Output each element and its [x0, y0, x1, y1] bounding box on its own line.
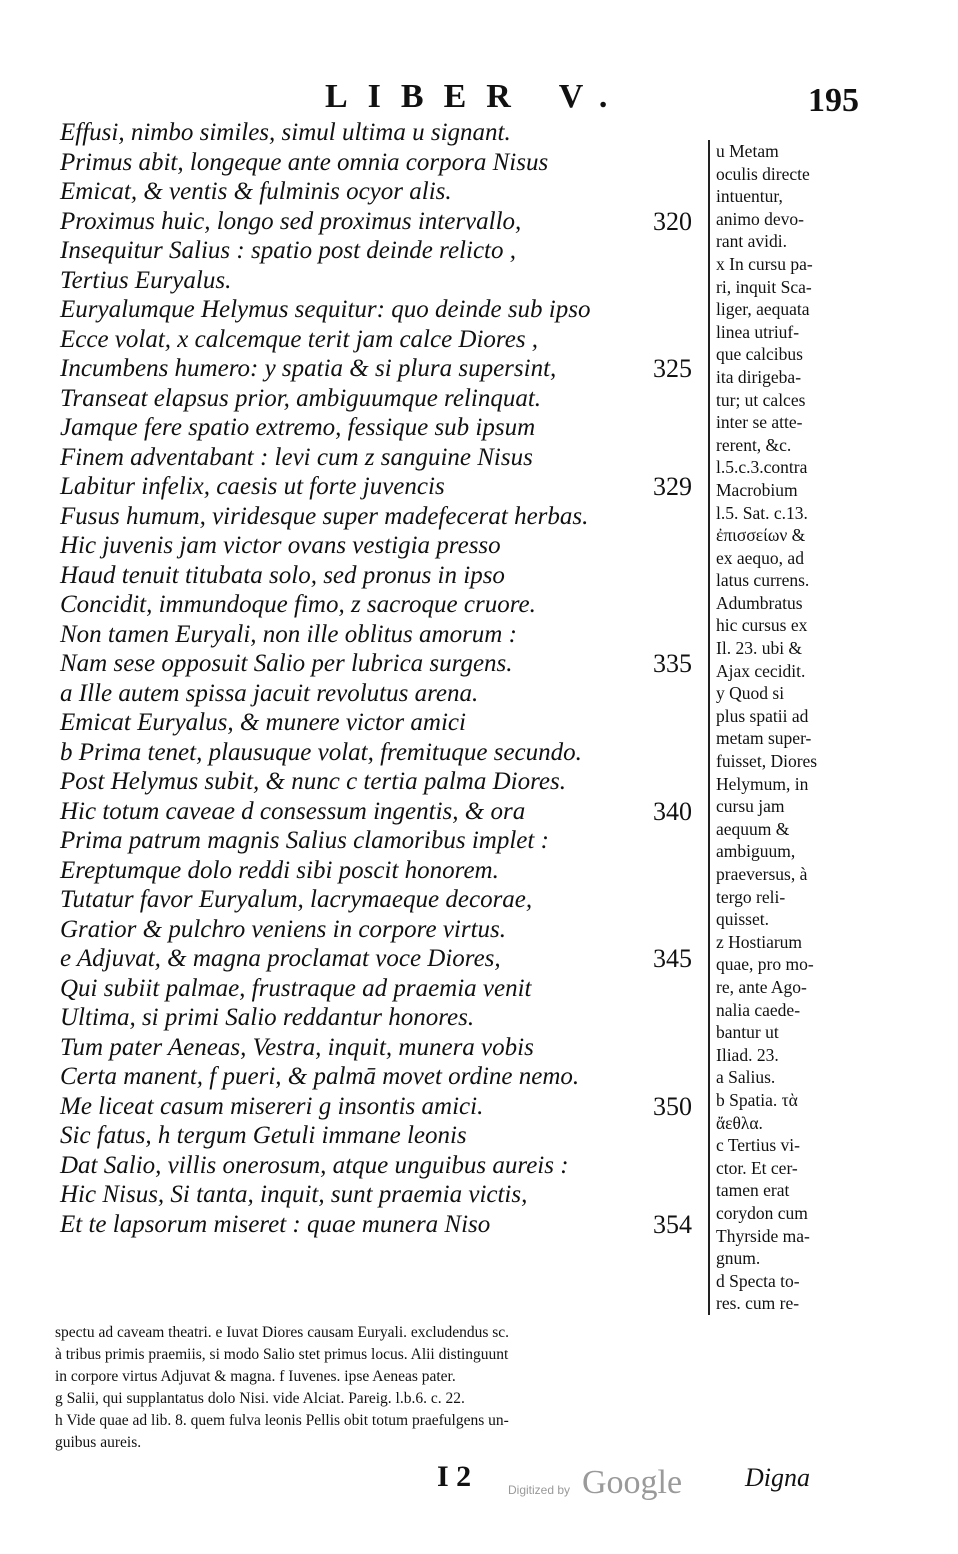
- verse-line: [60, 561, 700, 591]
- google-watermark: Google: [582, 1464, 683, 1501]
- verse-text: Concidit, immundoque fimo, z sacroque cruore.: [60, 591, 536, 618]
- verse-line: [60, 679, 700, 709]
- verse-text: b Prima tenet, plausuque volat, fremituque secundo.: [60, 738, 582, 766]
- verse-text: Tertius Euryalus.: [60, 266, 232, 294]
- verse-text: a Ille autem spissa jacuit revolutus arena.: [60, 679, 479, 707]
- verse-line: [60, 1210, 700, 1240]
- footnote-line: in corpore virtus Adjuvat & magna. f Iuvenes. ipse Aeneas pater.: [55, 1368, 456, 1385]
- verse-line: [60, 649, 700, 679]
- signature-mark: I 2: [437, 1460, 472, 1493]
- verse-text: Emicat Euryalus, & munere victor amici: [60, 709, 466, 736]
- verse-text: e Adjuvat, & magna proclamat voce Diores,: [60, 945, 501, 972]
- verse-text: Proximus huic, longo sed proximus intervallo,: [60, 207, 522, 235]
- verse-line: [60, 797, 700, 827]
- side-note: c Tertius vi- ctor. Et cer- tamen erat corydon cum Thyrside ma- gnum.: [716, 1135, 810, 1269]
- verse-text: Insequitur Salius : spatio post deinde relicto ,: [60, 237, 516, 264]
- verse-text: Tum pater Aeneas, Vestra, inquit, munera vobis: [60, 1033, 534, 1061]
- verse-line: [60, 1092, 700, 1122]
- verse-line: [60, 856, 700, 886]
- line-number: 350: [653, 1091, 692, 1121]
- footnotes: [55, 1322, 835, 1454]
- verse-text: Labitur infelix, caesis ut forte juvencis: [60, 473, 445, 500]
- side-note: y Quod si plus spatii ad metam super- fuisset, Diores Helymum, in cursu jam aequum & ambiguum, praeversus, à tergo reli- quisset.: [716, 683, 818, 930]
- verse-line: [60, 531, 700, 561]
- side-note: d Specta to- res. cum re-: [716, 1270, 800, 1314]
- verse-line: [60, 472, 700, 502]
- line-number: 335: [653, 649, 692, 678]
- verse-text: Et te lapsorum miseret : quae munera Niso: [60, 1210, 491, 1238]
- verse-line: [60, 413, 700, 443]
- line-number: 325: [653, 354, 692, 383]
- verse-line: [60, 1180, 700, 1210]
- verse-line: [60, 1151, 700, 1181]
- verse-line: [60, 708, 700, 738]
- verse-text: Finem adventabant : levi cum z sanguine Nisus: [60, 443, 533, 471]
- running-title: LIBER V.: [325, 78, 628, 115]
- verse-line: [60, 590, 700, 620]
- verse-text: Effusi, nimbo similes, simul ultima u signant.: [60, 119, 511, 146]
- page-header: [0, 78, 958, 118]
- verse-text: Emicat, & ventis & fulminis ocyor alis.: [60, 178, 452, 205]
- footnote-line: g Salii, qui supplantatus dolo Nisi. vide Alciat. Pareig. l.b.6. c. 22.: [55, 1390, 465, 1407]
- side-note: a Salius. b Spatia. τὰ ἄεθλα.: [716, 1067, 798, 1133]
- line-number: 340: [653, 796, 692, 826]
- verse-text: Ultima, si primi Salio reddantur honores.: [60, 1004, 475, 1031]
- verse-text: Qui subiit palmae, frustraque ad praemia venit: [60, 974, 532, 1002]
- verse-text: Hic juvenis jam victor ovans vestigia presso: [60, 532, 501, 559]
- verse-text: Hic Nisus, Si tanta, inquit, sunt praemia victis,: [60, 1181, 528, 1208]
- page-number: 195: [808, 82, 859, 119]
- verse-line: [60, 443, 700, 473]
- catchword: Digna: [745, 1463, 810, 1492]
- verse-line: [60, 325, 700, 355]
- footnote-line: guibus aureis.: [55, 1434, 142, 1451]
- footnote-line: h Vide quae ad lib. 8. quem fulva leonis Pellis obit totum praefulgens un-: [55, 1412, 509, 1429]
- verse-text: Gratior & pulchro veniens in corpore virtus.: [60, 915, 507, 943]
- footnote-line: à tribus primis praemiis, si modo Salio stet primus locus. Alii distinguunt: [55, 1346, 509, 1363]
- verse-text: Certa manent, f pueri, & palmā movet ordine nemo.: [60, 1063, 580, 1090]
- verse-line: [60, 148, 700, 178]
- verse-text: Sic fatus, h tergum Getuli immane leonis: [60, 1122, 467, 1149]
- line-number: 354: [653, 1209, 692, 1239]
- verse-text: Incumbens humero: y spatia & si plura supersint,: [60, 355, 557, 382]
- verse-line: [60, 885, 700, 915]
- verse-line: [60, 1062, 700, 1092]
- verse-line: [60, 384, 700, 414]
- verse-block: [60, 118, 700, 1239]
- verse-text: Me liceat casum misereri g insontis amici.: [60, 1092, 484, 1120]
- verse-line: [60, 1033, 700, 1063]
- verse-line: [60, 354, 700, 384]
- verse-text: Jamque fere spatio extremo, fessique sub ipsum: [60, 414, 536, 441]
- line-number: 345: [653, 944, 692, 973]
- line-number: 329: [653, 472, 692, 501]
- verse-text: Prima patrum magnis Salius clamoribus implet :: [60, 827, 549, 854]
- verse-line: [60, 974, 700, 1004]
- verse-text: Fusus humum, viridesque super madefecerat herbas.: [60, 502, 589, 530]
- verse-text: Dat Salio, villis onerosum, atque unguibus aureis :: [60, 1151, 569, 1179]
- verse-text: Ecce volat, x calcemque terit jam calce Diores ,: [60, 325, 539, 353]
- verse-line: [60, 944, 700, 974]
- verse-text: Euryalumque Helymus sequitur: quo deinde sub ipso: [60, 296, 591, 323]
- verse-line: [60, 266, 700, 296]
- side-note: x In cursu pa- ri, inquit Sca- liger, aequata linea utriuf- que calcibus ita dirigeba- tur; ut calces inter se atte- rerent, &c. l.5.c.3.contra Macrobium l.5. Sat. c.13. ἐπισσείων & ex aequo, ad latus currens. Adumbratus hic cursus ex Il. 23. ubi & Ajax cecidit.: [716, 253, 813, 681]
- side-note: u Metam oculis directe intuentur, animo devo- rant avidi.: [716, 141, 810, 252]
- verse-line: [60, 915, 700, 945]
- verse-text: Hic totum caveae d consessum ingentis, & ora: [60, 797, 526, 825]
- verse-line: [60, 738, 700, 768]
- verse-text: Haud tenuit titubata solo, sed pronus in ipso: [60, 561, 505, 589]
- digitized-label: Digitized by: [508, 1483, 571, 1497]
- verse-line: [60, 236, 700, 266]
- side-notes: [708, 140, 856, 1315]
- verse-text: Post Helymus subit, & nunc c tertia palma Diores.: [60, 768, 566, 795]
- verse-line: [60, 177, 700, 207]
- verse-line: [60, 207, 700, 237]
- verse-text: Tutatur favor Euryalum, lacrymaeque decorae,: [60, 886, 533, 913]
- verse-text: Transeat elapsus prior, ambiguumque relinquat.: [60, 384, 542, 412]
- verse-text: Non tamen Euryali, non ille oblitus amorum :: [60, 620, 517, 648]
- verse-text: Nam sese opposuit Salio per lubrica surgens.: [60, 650, 513, 677]
- verse-line: [60, 620, 700, 650]
- line-number: 320: [653, 206, 692, 236]
- verse-text: Ereptumque dolo reddi sibi poscit honorem.: [60, 856, 499, 884]
- verse-text: Primus abit, longeque ante omnia corpora Nisus: [60, 148, 549, 176]
- verse-line: [60, 502, 700, 532]
- verse-line: [60, 118, 700, 148]
- verse-line: [60, 767, 700, 797]
- verse-line: [60, 1003, 700, 1033]
- verse-line: [60, 1121, 700, 1151]
- side-note: z Hostiarum quae, pro mo- re, ante Ago- nalia caede- bantur ut Iliad. 23.: [716, 931, 814, 1065]
- verse-line: [60, 295, 700, 325]
- verse-line: [60, 826, 700, 856]
- footnote-line: spectu ad caveam theatri. e Iuvat Diores causam Euryali. excludendus sc.: [55, 1324, 510, 1341]
